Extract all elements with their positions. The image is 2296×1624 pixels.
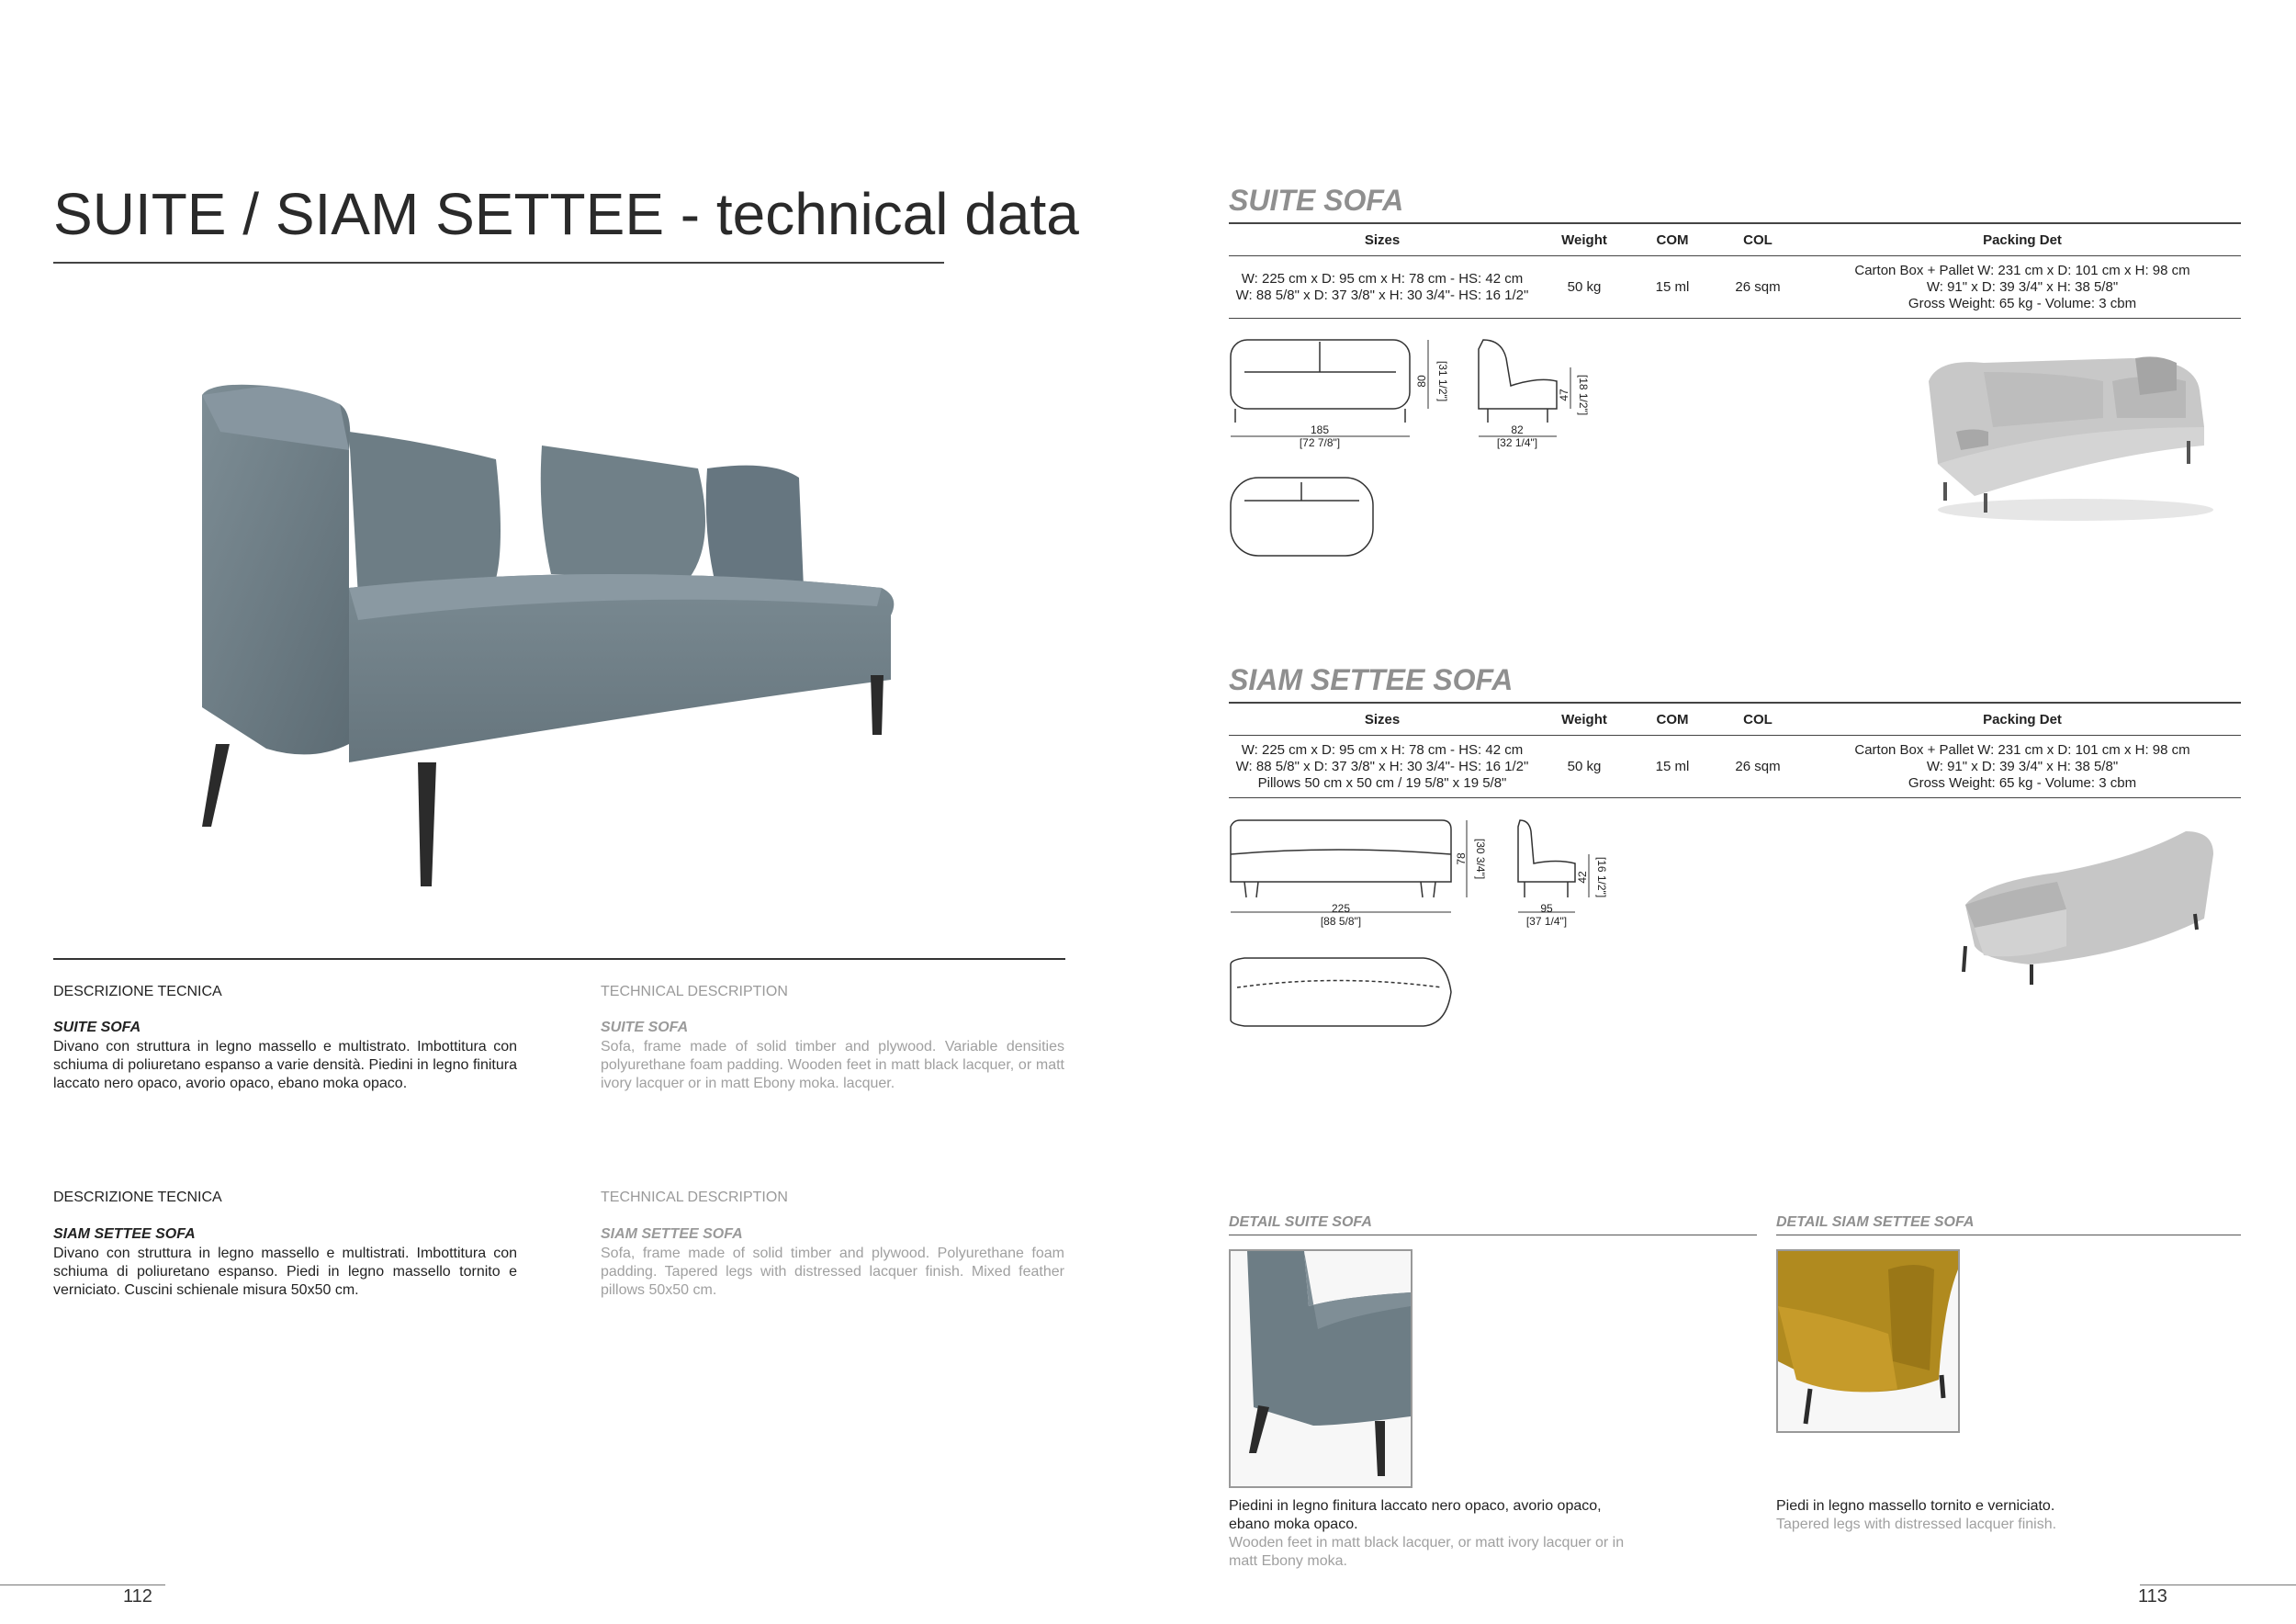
cell-sizes [1229, 736, 1536, 798]
cell-weight: 50 kg [1536, 736, 1633, 798]
dim-width-in: [72 7/8"] [1299, 436, 1341, 449]
dim-height: 78 [1455, 852, 1468, 865]
size-metric: W: 225 cm x D: 95 cm x H: 78 cm - HS: 42 cm [1241, 270, 1524, 287]
packing-line: W: 91" x D: 39 3/4" x H: 38 5/8" [1926, 758, 2119, 774]
dim-depth-in: [32 1/4"] [1496, 436, 1538, 449]
description-text-it: Divano con struttura in legno massello e multistrato. Imbottitura con schiuma di poliuretano espanso a varie densità. Piedini in legno finitura laccato nero opaco, avorio opaco, ebano moka opaco. [53, 1039, 517, 1091]
dim-height-in: [31 1/2"] [1436, 360, 1449, 402]
dim-width: 185 [1310, 423, 1330, 436]
size-imperial: W: 88 5/8" x D: 37 3/8" x H: 30 3/4"- HS: 16 1/2" [1235, 287, 1529, 303]
description-subheading-it: SIAM SETTEE SOFA [53, 1226, 196, 1242]
siam-settee-spec-table [1229, 702, 2241, 798]
description-heading-it: DESCRIZIONE TECNICA [53, 1190, 222, 1205]
description-heading-it: DESCRIZIONE TECNICA [53, 984, 222, 999]
suite-sofa-drawings [1226, 331, 1612, 570]
size-imperial: W: 88 5/8" x D: 37 3/8" x H: 30 3/4"- HS: 16 1/2" [1235, 758, 1529, 774]
col-weight: Weight [1536, 703, 1633, 736]
col-packing: Packing Det [1804, 223, 2241, 256]
cell-com: 15 ml [1633, 256, 1712, 319]
description-text-en: Sofa, frame made of solid timber and plywood. Polyurethane foam padding. Tapered legs with distressed lacquer finish. Mixed feather pillows 50x50 cm. [601, 1246, 1064, 1298]
dim-height: 80 [1415, 375, 1428, 388]
dim-seat: 47 [1558, 389, 1570, 401]
suite-sofa-render [1919, 344, 2213, 528]
detail-suite-heading: DETAIL SUITE SOFA [1229, 1214, 1372, 1230]
detail-siam-photo [1776, 1249, 1960, 1433]
description-subheading-it: SUITE SOFA [53, 1020, 141, 1035]
description-subheading-en: SIAM SETTEE SOFA [601, 1226, 743, 1242]
dim-seat-in: [18 1/2"] [1577, 374, 1590, 416]
cell-col: 26 sqm [1712, 736, 1804, 798]
dim-height-in: [30 3/4"] [1474, 838, 1487, 880]
dim-width: 225 [1331, 902, 1351, 915]
detail-suite-image [1231, 1251, 1411, 1486]
description-heading-en: TECHNICAL DESCRIPTION [601, 984, 788, 999]
table-header-row [1229, 703, 2241, 736]
col-col: COL [1712, 223, 1804, 256]
cell-packing [1804, 736, 2241, 798]
cell-packing [1804, 256, 2241, 319]
col-col: COL [1712, 703, 1804, 736]
detail-suite-photo [1229, 1249, 1412, 1488]
cell-com: 15 ml [1633, 736, 1712, 798]
table-row [1229, 736, 2241, 798]
dim-depth-in: [37 1/4"] [1525, 915, 1568, 928]
cell-weight: 50 kg [1536, 256, 1633, 319]
col-com: COM [1633, 223, 1712, 256]
siam-settee-title: SIAM SETTEE SOFA [1229, 663, 1514, 696]
page-number-right: 113 [2138, 1586, 2167, 1607]
col-sizes: Sizes [1229, 703, 1536, 736]
table-row [1229, 256, 2241, 319]
size-metric: W: 225 cm x D: 95 cm x H: 78 cm - HS: 42 cm [1241, 741, 1524, 758]
detail-suite-caption-en: Wooden feet in matt black lacquer, or matt ivory lacquer or in matt Ebony moka. [1229, 1535, 1625, 1569]
packing-line: W: 91" x D: 39 3/4" x H: 38 5/8" [1926, 278, 2119, 295]
suite-sofa-spec-table [1229, 222, 2241, 319]
packing-line: Carton Box + Pallet W: 231 cm x D: 101 cm x H: 98 cm [1854, 741, 2190, 758]
col-packing: Packing Det [1804, 703, 2241, 736]
title-divider [53, 262, 944, 264]
description-divider [53, 958, 1065, 960]
detail-siam-image [1778, 1251, 1958, 1431]
cell-sizes [1229, 256, 1536, 319]
dim-depth: 82 [1511, 423, 1524, 436]
description-text-it: Divano con struttura in legno massello e multistrati. Imbottitura con schiuma di poliuretano espanso. Piedi in legno massello tornito e verniciato. Cuscini schienale misura 50x50 cm. [53, 1246, 517, 1298]
col-sizes: Sizes [1229, 223, 1536, 256]
suite-sofa-title: SUITE SOFA [1229, 184, 1404, 217]
description-heading-en: TECHNICAL DESCRIPTION [601, 1190, 788, 1205]
packing-line: Carton Box + Pallet W: 231 cm x D: 101 cm x H: 98 cm [1854, 262, 2190, 278]
detail-suite-caption-it: Piedini in legno finitura laccato nero opaco, avorio opaco, ebano moka opaco. [1229, 1498, 1602, 1532]
detail-siam-caption-en: Tapered legs with distressed lacquer finish. [1776, 1517, 2057, 1532]
dim-depth: 95 [1540, 902, 1553, 915]
dim-seat: 42 [1576, 871, 1589, 884]
description-subheading-en: SUITE SOFA [601, 1020, 689, 1035]
packing-line: Gross Weight: 65 kg - Volume: 3 cbm [1908, 774, 2137, 791]
col-com: COM [1633, 703, 1712, 736]
dim-seat-in: [16 1/2"] [1595, 856, 1608, 898]
size-pillows: Pillows 50 cm x 50 cm / 19 5/8" x 19 5/8" [1257, 774, 1507, 791]
siam-settee-render [1947, 827, 2223, 992]
page-number-left: 112 [123, 1586, 152, 1607]
table-header-row [1229, 223, 2241, 256]
detail-siam-heading: DETAIL SIAM SETTEE SOFA [1776, 1214, 1975, 1230]
dim-width-in: [88 5/8"] [1320, 915, 1362, 928]
page-title: SUITE / SIAM SETTEE - technical data [53, 181, 1079, 247]
description-text-en: Sofa, frame made of solid timber and plywood. Variable densities polyurethane foam padding. Wooden feet in matt black lacquer, or matt ivory lacquer or in matt Ebony moka. lacquer. [601, 1039, 1064, 1091]
cell-col: 26 sqm [1712, 256, 1804, 319]
col-weight: Weight [1536, 223, 1633, 256]
siam-settee-drawings [1226, 813, 1630, 1043]
packing-line: Gross Weight: 65 kg - Volume: 3 cbm [1908, 295, 2137, 311]
detail-siam-caption-it: Piedi in legno massello tornito e verniciato. [1776, 1498, 2055, 1514]
suite-sofa-photo [129, 377, 918, 909]
